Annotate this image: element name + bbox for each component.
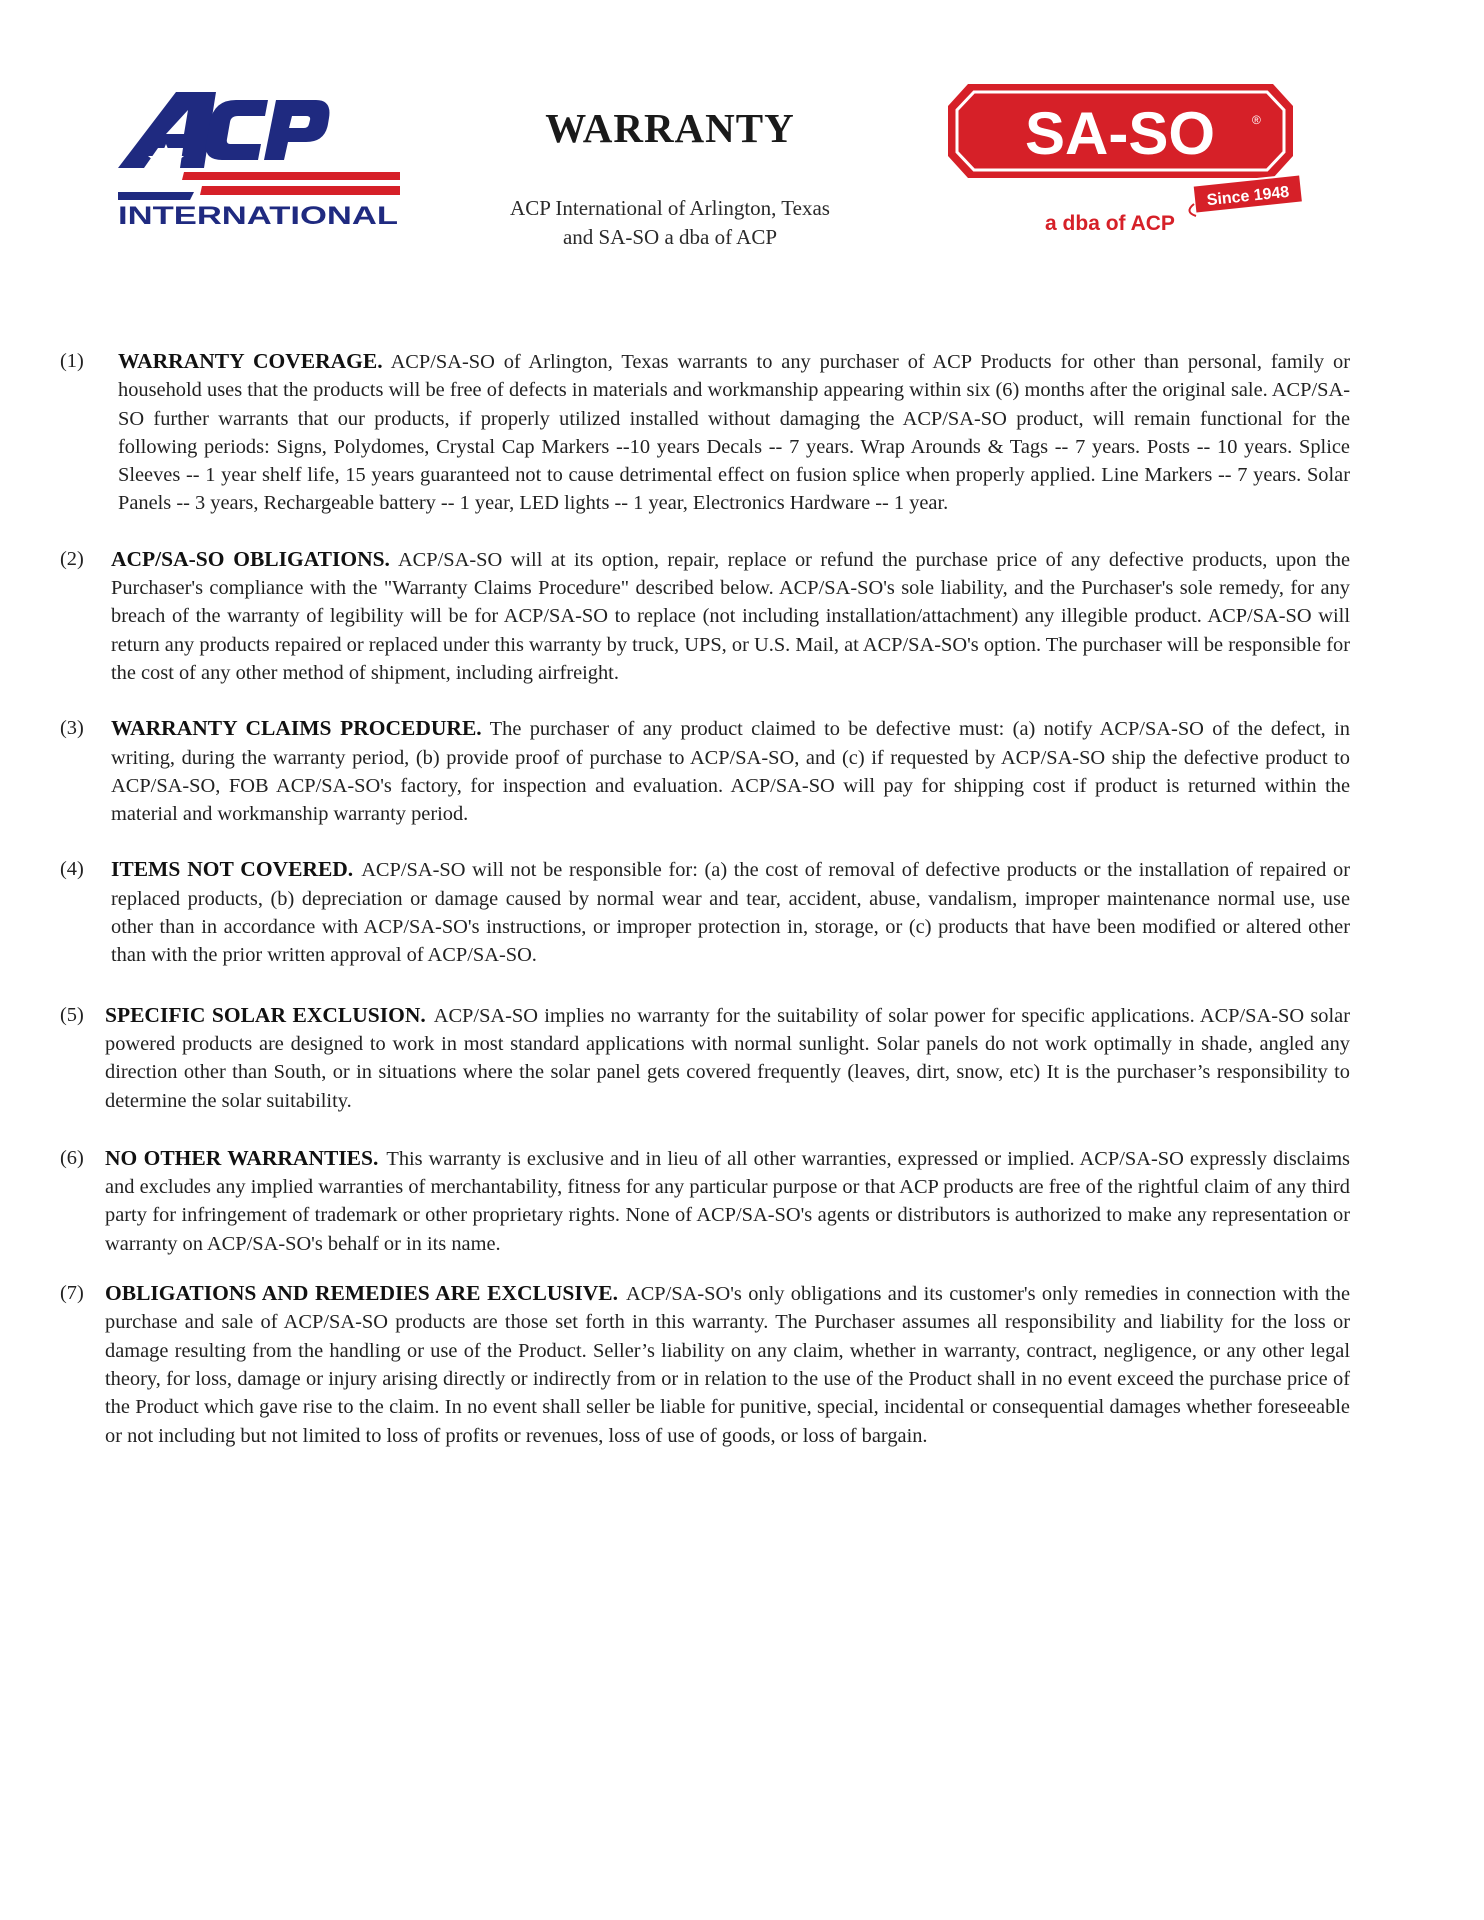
section-text: The purchaser of any product claimed to be defective must: (a) notify ACP/SA-SO of the defect, in writing, during the warranty period, (b) provide proof of purchase to ACP/SA-SO, and (c) if requested by ACP/SA-SO ship the defective product to ACP/SA-SO, FOB ACP/SA-SO's factory, for inspection and evaluation. ACP/SA-SO will pay for shipping cost if product is returned within the material and workmanship warranty period. — [111, 718, 1351, 826]
section-items-not-covered — [60, 855, 1350, 969]
section-no-other-warranties — [60, 1144, 1350, 1258]
section-number: (7) — [60, 1282, 84, 1305]
saso-logo — [938, 84, 1323, 244]
section-number: (5) — [60, 1003, 84, 1026]
section-number: (2) — [60, 547, 84, 570]
section-heading: ITEMS NOT COVERED. — [111, 857, 354, 882]
section-text: ACP/SA-SO of Arlington, Texas warrants to any purchaser of ACP Products for other than personal, family or household uses that the products will be free of defects in materials and workmanship appearing within six (6) months after the original sale. ACP/SA-SO further warrants that our products, if properly utilized installed without damaging the ACP/SA-SO product, will remain functional for the following periods: Signs, Polydomes, Crystal Cap Markers --10 years Decals -- 7 years. Wrap Arounds & Tags -- 7 years. Posts -- 10 years. Splice Sleeves -- 1 year shelf life, 15 years guaranteed not to cause detrimental effect on fusion splice when properly applied. Line Markers -- 7 years. Solar Panels -- 3 years, Rechargeable battery -- 1 year, LED lights -- 1 year, Electronics Hardware -- 1 year. — [118, 351, 1350, 515]
section-heading: NO OTHER WARRANTIES. — [105, 1145, 379, 1170]
section-heading: WARRANTY COVERAGE. — [118, 349, 383, 373]
svg-text:SA-SO: SA-SO — [1024, 100, 1216, 167]
section-warranty-coverage — [60, 347, 1350, 518]
section-text: ACP/SA-SO's only obligations and its customer's only remedies in connection with the purchase and sale of ACP/SA-SO products are those set forth in this warranty. The Purchaser assumes all responsibility and liability for the loss or damage resulting from the handling or use of the Product. Seller’s liability on any claim, whether in warranty, contract, negligence, or any other legal theory, for loss, damage or injury arising directly or indirectly from or in relation to the use of the Product shall in no event exceed the purchase price of the Product which gave rise to the claim. In no event shall seller be liable for punitive, special, incidental or consequential damages whether foreseeable or not including but not limited to loss of profits or revenues, loss of use of goods, or loss of bargain. — [105, 1283, 1350, 1447]
svg-text:a dba of ACP: a dba of ACP — [1045, 212, 1175, 235]
warranty-sections — [60, 347, 1350, 1450]
section-number: (1) — [60, 350, 84, 372]
section-number: (4) — [60, 858, 84, 881]
section-heading: OBLIGATIONS AND REMEDIES ARE EXCLUSIVE. — [105, 1281, 618, 1306]
section-obligations-exclusive — [60, 1279, 1350, 1450]
page-title: WARRANTY — [545, 105, 795, 151]
section-text: ACP/SA-SO will at its option, repair, replace or refund the purchase price of any defective products, upon the Purchaser's compliance with the "Warranty Claims Procedure" described below. ACP/SA-SO's sole liability, and the Purchaser's sole remedy, for any breach of the warranty of legibility will be for ACP/SA-SO to replace (not including installation/attachment) any illegible product. ACP/SA-SO will return any products repaired or replaced under this warranty by truck, UPS, or U.S. Mail, at ACP/SA-SO's option. The purchaser will be responsible for the cost of any other method of shipment, including airfreight. — [111, 548, 1350, 684]
section-heading: WARRANTY CLAIMS PROCEDURE. — [111, 716, 482, 741]
acp-international-logo — [118, 92, 400, 242]
subtitle-line-1: ACP International of Arlington, Texas — [510, 196, 830, 220]
section-text: ACP/SA-SO will not be responsible for: (a) the cost of removal of defective products or the installation of repaired or replaced products, (b) depreciation or damage caused by normal wear and tear, accident, abuse, vandalism, improper maintenance normal use, use other than in accordance with ACP/SA-SO's instructions, or improper protection in, storage, or (c) products that have been modified or altered other than with the prior written approval of ACP/SA-SO. — [111, 859, 1350, 967]
section-number: (3) — [60, 717, 84, 740]
subtitle-line-2: and SA-SO a dba of ACP — [562, 225, 778, 249]
svg-text:®: ® — [1252, 113, 1261, 127]
section-solar-exclusion — [60, 1001, 1350, 1115]
section-number: (6) — [60, 1146, 84, 1169]
section-heading: ACP/SA-SO OBLIGATIONS. — [111, 546, 390, 571]
section-obligations — [60, 545, 1350, 687]
section-text: This warranty is exclusive and in lieu of all other warranties, expressed or implied. ACP/SA-SO expressly disclaims and excludes any implied warranties of merchantability, fitness for any particular purpose or that ACP products are free of the rightful claim of any third party for infringement of trademark or other proprietary rights. None of ACP/SA-SO's agents or distributors is authorized to make any representation or warranty on ACP/SA-SO's behalf or in its name. — [105, 1147, 1350, 1255]
header-subtitle — [450, 194, 890, 252]
section-heading: SPECIFIC SOLAR EXCLUSION. — [105, 1002, 426, 1027]
section-text: ACP/SA-SO implies no warranty for the suitability of solar power for specific applications. ACP/SA-SO solar powered products are designed to work in most standard applications with normal sunlight. Solar panels do not work optimally in shade, angled any direction other than South, or in situations where the solar panel gets covered frequently (leaves, dirt, snow, etc) It is the purchaser’s responsibility to determine the solar suitability. — [105, 1004, 1351, 1112]
section-claims-procedure — [60, 714, 1350, 828]
svg-text:INTERNATIONAL: INTERNATIONAL — [118, 202, 398, 230]
document-header — [450, 104, 890, 252]
svg-text:Since 1948: Since 1948 — [1206, 183, 1291, 210]
